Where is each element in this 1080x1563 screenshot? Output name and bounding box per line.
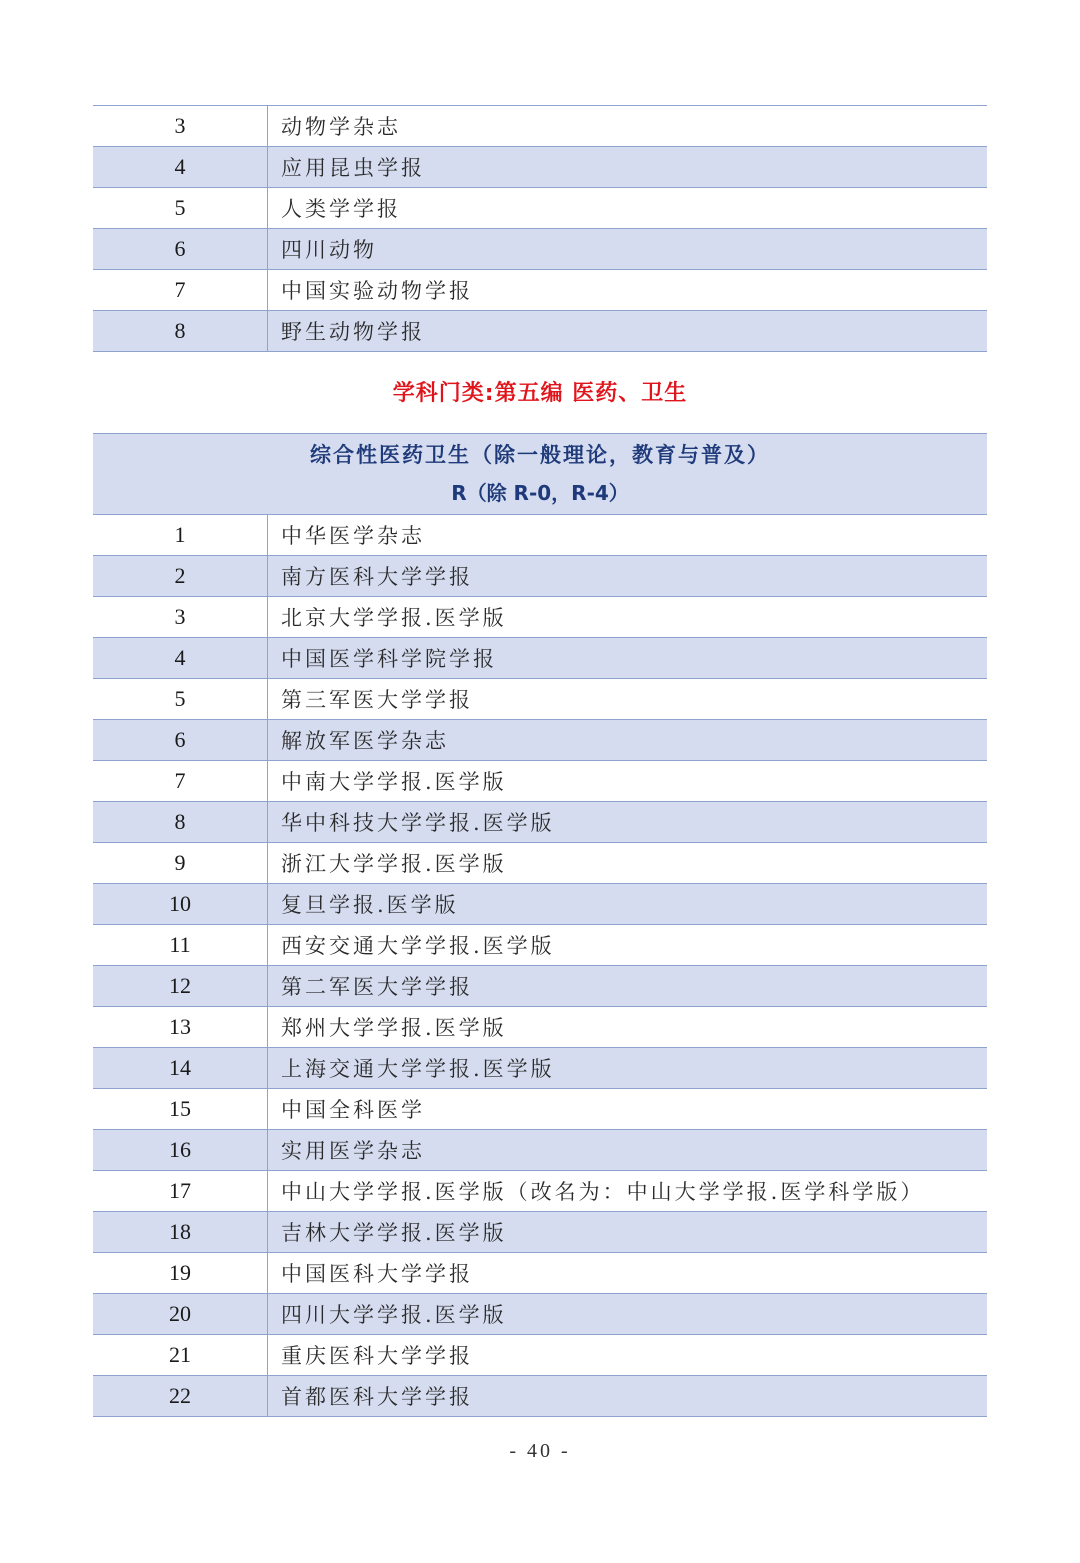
journal-name: 应用昆虫学报: [281, 156, 425, 180]
group-header-title: 综合性医药卫生（除一般理论，教育与普及）: [310, 443, 770, 467]
row-number: 16: [93, 1130, 268, 1170]
journal-name: 西安交通大学学报.医学版: [281, 934, 555, 958]
table-row: [93, 638, 987, 679]
row-number: 6: [93, 229, 268, 269]
table-row: [93, 925, 987, 966]
journal-name: 重庆医科大学学报: [281, 1344, 473, 1368]
table-row: [93, 1335, 987, 1376]
table-row: [93, 106, 987, 147]
table-row: [93, 1007, 987, 1048]
journal-name: 华中科技大学学报.医学版: [281, 811, 555, 835]
journal-name: 中国全科医学: [281, 1098, 425, 1122]
row-number: 13: [93, 1007, 268, 1047]
row-number: 19: [93, 1253, 268, 1293]
table-row: [93, 1171, 987, 1212]
row-number: 9: [93, 843, 268, 883]
table-row: [93, 1376, 987, 1417]
table-row: [93, 515, 987, 556]
table-body: [93, 106, 987, 352]
table-row: [93, 270, 987, 311]
table-row: [93, 679, 987, 720]
table-row: [93, 1212, 987, 1253]
table-row: [93, 802, 987, 843]
row-number: 8: [93, 311, 268, 351]
journal-name: 南方医科大学学报: [281, 565, 473, 589]
row-number: 21: [93, 1335, 268, 1375]
table-body: [93, 515, 987, 1417]
row-number: 4: [93, 147, 268, 187]
table-row: [93, 1130, 987, 1171]
row-number: 2: [93, 556, 268, 596]
journal-name: 第三军医大学学报: [281, 688, 473, 712]
table-row: [93, 761, 987, 802]
row-number: 11: [93, 925, 268, 965]
row-number: 3: [93, 597, 268, 637]
section-title: 学科门类:第五编 医药、卫生: [392, 381, 688, 406]
row-number: 7: [93, 761, 268, 801]
row-number: 15: [93, 1089, 268, 1129]
table-row: [93, 720, 987, 761]
row-number: 1: [93, 515, 268, 555]
journal-name: 浙江大学学报.医学版: [281, 852, 507, 876]
journal-name: 郑州大学学报.医学版: [281, 1016, 507, 1040]
table-row: [93, 1048, 987, 1089]
journal-name: 实用医学杂志: [281, 1139, 425, 1163]
journal-name: 中国医科大学学报: [281, 1262, 473, 1286]
journal-name: 首都医科大学学报: [281, 1385, 473, 1409]
row-number: 5: [93, 679, 268, 719]
table-row: [93, 843, 987, 884]
row-number: 6: [93, 720, 268, 760]
row-number: 8: [93, 802, 268, 842]
journal-name: 中国实验动物学报: [281, 279, 473, 303]
table-row: [93, 311, 987, 352]
journal-name: 中山大学学报.医学版（改名为：中山大学学报.医学科学版）: [281, 1180, 925, 1204]
row-number: 7: [93, 270, 268, 310]
row-number: 20: [93, 1294, 268, 1334]
journal-table-zoology: [93, 105, 987, 352]
journal-name: 四川大学学报.医学版: [281, 1303, 507, 1327]
journal-name: 中国医学科学院学报: [281, 647, 497, 671]
table-row: [93, 188, 987, 229]
journal-name: 动物学杂志: [281, 115, 401, 139]
table-row: [93, 1089, 987, 1130]
row-number: 10: [93, 884, 268, 924]
group-header-code: R（除 R-0，R-4）: [451, 481, 629, 505]
journal-name: 野生动物学报: [281, 320, 425, 344]
table-row: [93, 556, 987, 597]
table-row: [93, 147, 987, 188]
row-number: 4: [93, 638, 268, 678]
journal-name: 复旦学报.医学版: [281, 893, 459, 917]
journal-name: 第二军医大学学报: [281, 975, 473, 999]
group-header: [93, 433, 987, 515]
table-row: [93, 229, 987, 270]
journal-name: 北京大学学报.医学版: [281, 606, 507, 630]
journal-table-medicine: [93, 433, 987, 1417]
row-number: 18: [93, 1212, 268, 1252]
journal-name: 中南大学学报.医学版: [281, 770, 507, 794]
journal-name: 人类学学报: [281, 197, 401, 221]
row-number: 22: [93, 1376, 268, 1416]
journal-name: 吉林大学学报.医学版: [281, 1221, 507, 1245]
table-row: [93, 1294, 987, 1335]
row-number: 12: [93, 966, 268, 1006]
row-number: 14: [93, 1048, 268, 1088]
journal-name: 上海交通大学学报.医学版: [281, 1057, 555, 1081]
table-row: [93, 1253, 987, 1294]
journal-name: 解放军医学杂志: [281, 729, 449, 753]
row-number: 17: [93, 1171, 268, 1211]
table-row: [93, 884, 987, 925]
journal-name: 中华医学杂志: [281, 524, 425, 548]
page-number: - 40 -: [509, 1440, 571, 1462]
row-number: 5: [93, 188, 268, 228]
row-number: 3: [93, 106, 268, 146]
table-row: [93, 597, 987, 638]
journal-name: 四川动物: [281, 238, 377, 262]
table-row: [93, 966, 987, 1007]
